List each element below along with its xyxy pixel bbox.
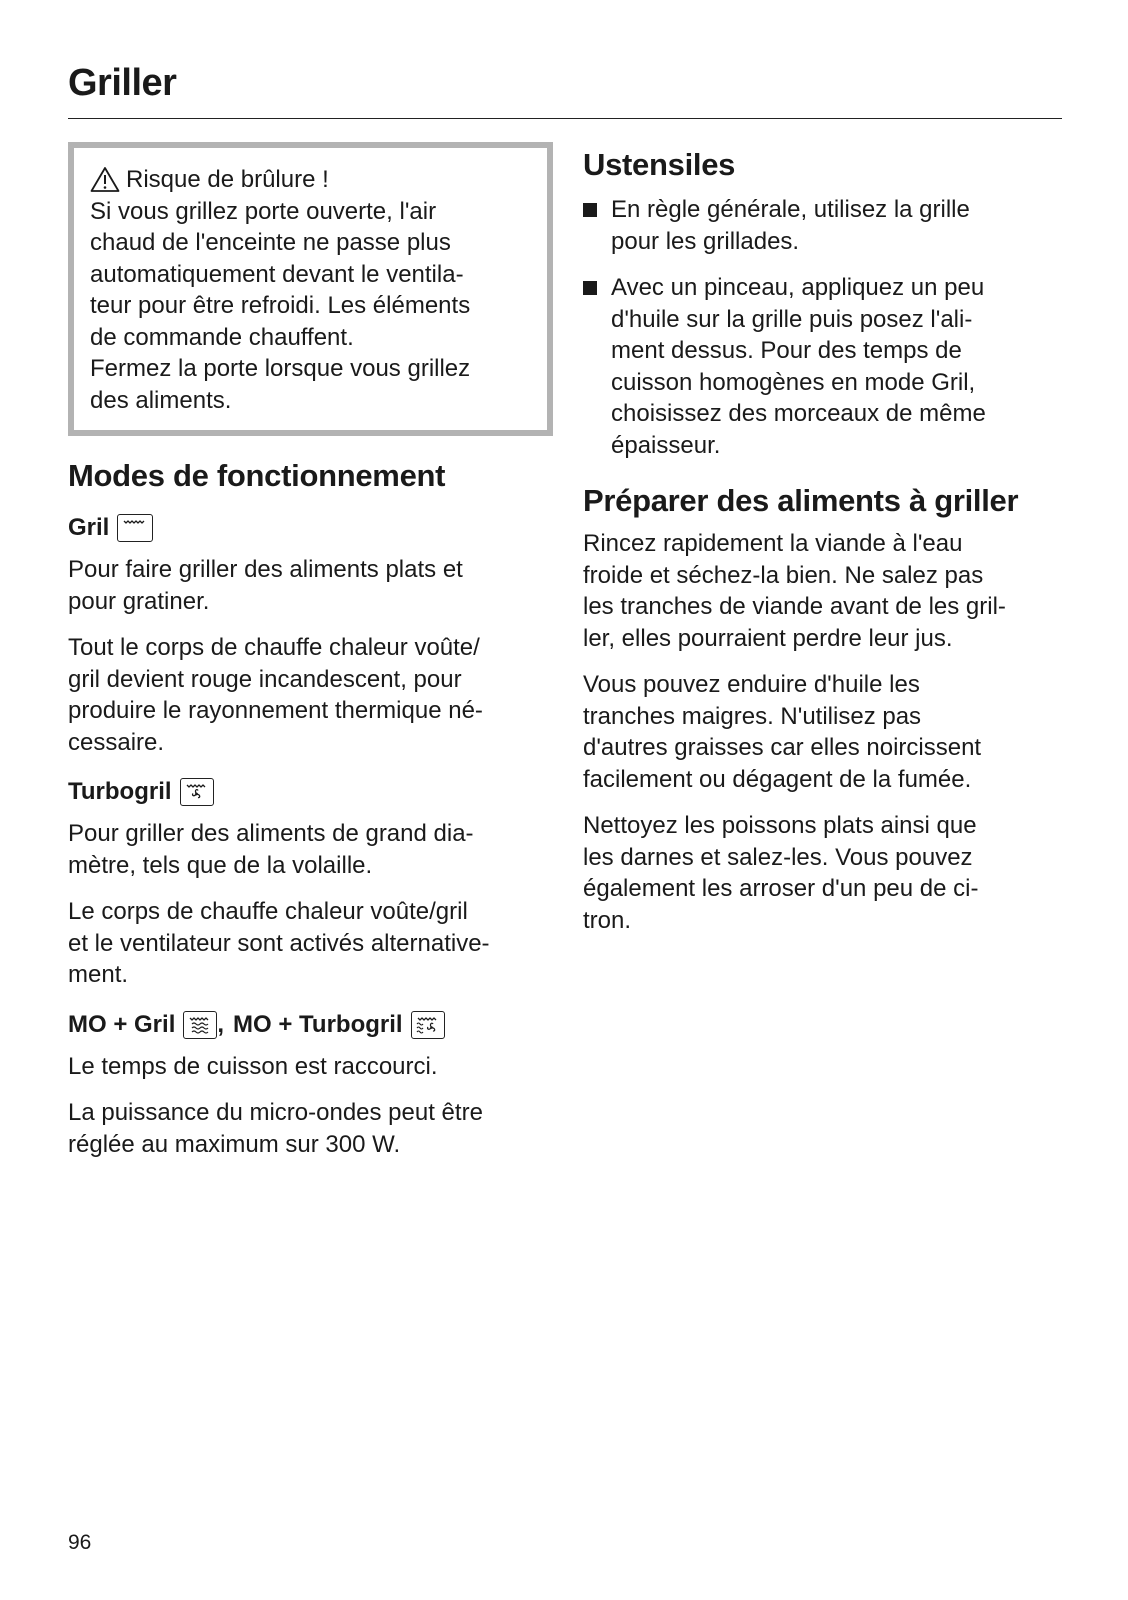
text-line: facilement ou dégagent de la fumée. bbox=[583, 765, 972, 793]
text-line: pour gratiner. bbox=[68, 587, 210, 615]
text-line: Pour griller des aliments de grand dia- bbox=[68, 820, 474, 847]
text-line: Le temps de cuisson est raccourci. bbox=[68, 1052, 438, 1080]
text-line: En règle générale, utilisez la grille bbox=[611, 196, 970, 223]
mo-subheading bbox=[68, 1011, 553, 1039]
page-title: Griller bbox=[68, 62, 177, 104]
warning-box bbox=[68, 142, 553, 436]
warning-line: teur pour être refroidi. Les éléments bbox=[90, 292, 471, 319]
text-line: et le ventilateur sont activés alternative- bbox=[68, 929, 490, 957]
text-line: épaisseur. bbox=[611, 431, 721, 459]
text-line: Avec un pinceau, appliquez un peu bbox=[611, 274, 985, 301]
text-line: Vous pouvez enduire d'huile les bbox=[583, 671, 920, 698]
preparer-heading: Préparer des aliments à griller bbox=[583, 483, 1019, 518]
microwave-turbo-grill-icon bbox=[411, 1011, 445, 1039]
text-line: tron. bbox=[583, 906, 632, 934]
text-line: les darnes et salez-les. Vous pouvez bbox=[583, 843, 973, 871]
bullet-square-icon bbox=[583, 203, 597, 217]
gril-paragraph-2 bbox=[68, 632, 553, 758]
text-line: cessaire. bbox=[68, 728, 165, 756]
warning-heading: Risque de brûlure ! bbox=[126, 166, 329, 193]
gril-paragraph-1 bbox=[68, 554, 553, 617]
text-line: pour les grillades. bbox=[611, 227, 800, 255]
microwave-grill-icon bbox=[183, 1011, 217, 1039]
text-line: choisissez des morceaux de même bbox=[611, 400, 986, 427]
page-number: 96 bbox=[68, 1531, 92, 1554]
right-column bbox=[583, 142, 1061, 936]
text-line: produire le rayonnement thermique né- bbox=[68, 697, 483, 724]
preparer-paragraph-2 bbox=[583, 669, 1061, 795]
text-line: Pour faire griller des aliments plats et bbox=[68, 556, 463, 583]
text-line: également les arroser d'un peu de ci- bbox=[583, 875, 979, 902]
mo-turbogril-title: MO + Turbogril bbox=[233, 1010, 403, 1038]
bullet-square-icon bbox=[583, 281, 597, 295]
modes-heading: Modes de fonctionnement bbox=[68, 458, 446, 493]
title-divider bbox=[68, 118, 1062, 119]
ustensiles-list bbox=[583, 194, 1061, 461]
text-line: froide et séchez-la bien. Ne salez pas bbox=[583, 561, 984, 589]
text-line: La puissance du micro-ondes peut être bbox=[68, 1099, 483, 1126]
text-line: réglée au maximum sur 300 W. bbox=[68, 1130, 401, 1158]
text-line: Le corps de chauffe chaleur voûte/gril bbox=[68, 898, 468, 925]
list-item bbox=[583, 272, 1061, 461]
mo-paragraph-1 bbox=[68, 1051, 553, 1083]
text-line: mètre, tels que de la volaille. bbox=[68, 851, 373, 879]
warning-line: Si vous grillez porte ouverte, l'air bbox=[90, 197, 437, 225]
text-line: gril devient rouge incandescent, pour bbox=[68, 665, 462, 693]
warning-heading-row bbox=[90, 164, 531, 196]
warning-line: automatiquement devant le ventila- bbox=[90, 260, 464, 288]
text-line: Tout le corps de chauffe chaleur voûte/ bbox=[68, 634, 480, 661]
warning-content bbox=[74, 148, 547, 430]
grill-icon bbox=[117, 514, 153, 542]
warning-triangle-icon bbox=[90, 166, 120, 193]
warning-line: chaud de l'enceinte ne passe plus bbox=[90, 229, 451, 256]
warning-line: de commande chauffent. bbox=[90, 323, 354, 351]
text-line: ment dessus. Pour des temps de bbox=[611, 337, 962, 364]
preparer-paragraph-1 bbox=[583, 528, 1061, 654]
text-line: ment. bbox=[68, 961, 129, 988]
gril-title: Gril bbox=[68, 514, 110, 541]
text-line: tranches maigres. N'utilisez pas bbox=[583, 702, 922, 730]
warning-line: Fermez la porte lorsque vous grillez bbox=[90, 355, 471, 382]
text-line: ler, elles pourraient perdre leur jus. bbox=[583, 624, 953, 652]
turbogril-subheading bbox=[68, 778, 553, 806]
text-line: les tranches de viande avant de les gril- bbox=[583, 593, 1006, 620]
ustensiles-heading: Ustensiles bbox=[583, 147, 736, 182]
mo-gril-title: MO + Gril bbox=[68, 1010, 176, 1038]
preparer-paragraph-3 bbox=[583, 810, 1061, 936]
turbogril-paragraph-1 bbox=[68, 818, 553, 881]
turbogril-title: Turbogril bbox=[68, 778, 172, 805]
text-line: Rincez rapidement la viande à l'eau bbox=[583, 530, 963, 557]
text-line: d'autres graisses car elles noircissent bbox=[583, 734, 982, 761]
turbogril-paragraph-2 bbox=[68, 896, 553, 991]
text-line: cuisson homogènes en mode Gril, bbox=[611, 368, 976, 396]
turbo-grill-icon bbox=[180, 778, 214, 806]
list-item bbox=[583, 194, 1061, 257]
mo-paragraph-2 bbox=[68, 1097, 553, 1160]
text-line: d'huile sur la grille puis posez l'ali- bbox=[611, 305, 973, 333]
left-column bbox=[68, 142, 553, 1160]
gril-subheading bbox=[68, 514, 553, 542]
warning-line: des aliments. bbox=[90, 386, 232, 414]
text-line: Nettoyez les poissons plats ainsi que bbox=[583, 812, 977, 839]
mo-title-separator: , bbox=[217, 1010, 225, 1038]
